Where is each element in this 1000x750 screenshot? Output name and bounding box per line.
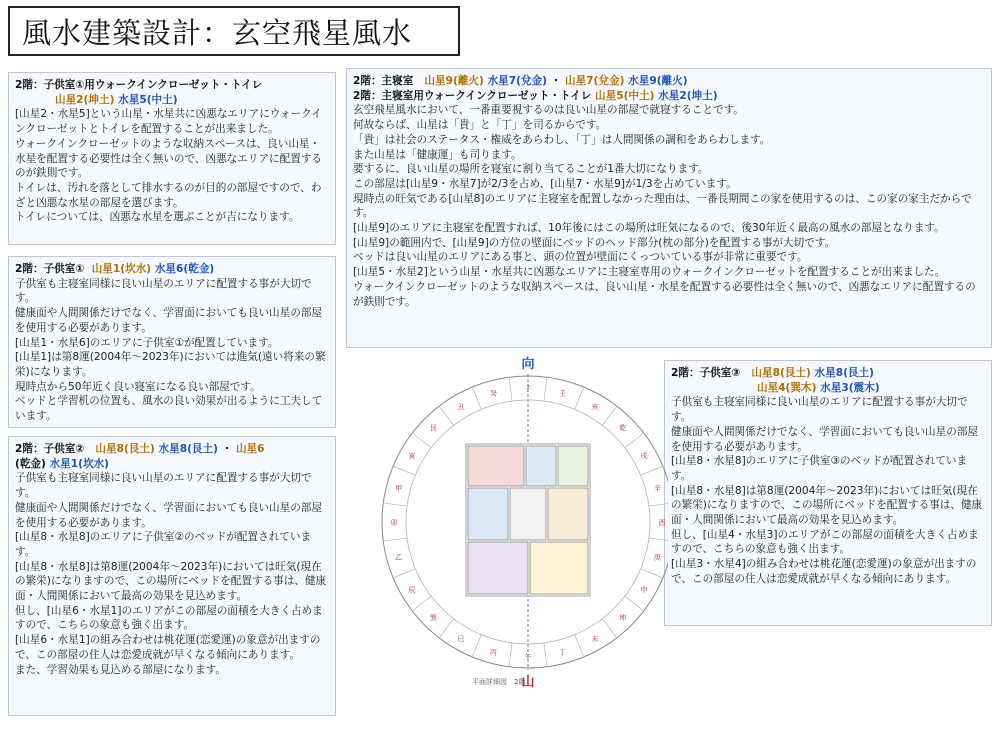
- floor-plan-diagram: [368, 352, 668, 692]
- heading-prefix: 2階：子供室③: [671, 367, 741, 379]
- ring-division: [509, 377, 512, 401]
- mountain-star: 山星9(離火): [424, 75, 484, 87]
- ring-division: [412, 433, 431, 448]
- ring-division: [544, 377, 547, 401]
- paragraph: 健康面や人間関係だけでなく、学習面においても良い山星の部屋を使用する必要があります。: [15, 501, 323, 529]
- paragraph: 子供室も主寝室同様に良い山星のエリアに配置する事が大切です。: [671, 396, 968, 424]
- water-star: 水星7(兌金): [487, 75, 547, 87]
- paragraph: [山星1・水星6]のエリアに子供室①が配置しています。: [15, 336, 279, 349]
- room-child-2: [468, 542, 528, 594]
- mountain-star: 山星6: [235, 443, 265, 455]
- ring-division: [602, 619, 617, 638]
- paragraph: [山星6・水星1]の組み合わせは桃花運(恋愛運)の象意が出ますので、この部屋の住人は恋愛成就が早くなる傾向にあります。: [15, 634, 321, 661]
- paragraph: 要するに、良い山星の場所を寝室に割り当てることが1番大切になります。: [353, 163, 709, 176]
- paragraph: 現時点から50年近く良い寝室になる良い部屋です。: [15, 380, 261, 393]
- panel-heading: [671, 366, 985, 381]
- sitting-label: 山: [521, 675, 535, 690]
- ring-label: 辰: [408, 586, 416, 594]
- ring-label: 酉: [658, 519, 666, 527]
- water-star: 水星5(中土): [118, 93, 178, 106]
- paragraph: 何故ならば、山星は「貴」と「丁」を司るからです。: [353, 119, 607, 132]
- separator: ・: [221, 443, 233, 455]
- panel-heading: [15, 442, 329, 457]
- paragraph: [山星2・水星5]という山星・水星共に凶悪なエリアにウォークインクローゼットとトイレを配置することが出来ました。: [15, 108, 322, 136]
- heading-prefix: 2階：子供室①: [15, 263, 85, 275]
- room-closet: [526, 446, 556, 486]
- plan-caption: 平面詳細図 2階: [472, 678, 526, 686]
- paragraph: 「貴」は社会のステータス・権威をあらわし、「丁」は人間関係の調和をあらわします。: [353, 133, 771, 146]
- water-star: 水星8(艮土): [814, 367, 874, 379]
- panel-body: [15, 277, 329, 424]
- ring-label: 壬: [559, 389, 567, 398]
- ring-division: [412, 596, 431, 611]
- paragraph: 子供室も主寝室同様に良い山星のエリアに配置する事が大切です。: [15, 472, 312, 500]
- ring-division: [641, 569, 663, 578]
- panel-heading: 2階：子供室①用ウォークインクローゼット・トイレ: [15, 79, 263, 91]
- panel-closet-toilet-child1: [8, 72, 336, 245]
- ring-division: [439, 406, 454, 425]
- ring-label: 艮: [429, 424, 437, 433]
- mountain-star: 山星4(巽木): [757, 381, 817, 394]
- room-master-bedroom: [468, 446, 524, 486]
- paragraph: 現時点の旺気である[山星8]のエリアに主寝室を配置しなかった理由は、一番長期間この家を使用するのは、この家の家主だからです。: [353, 192, 972, 220]
- ring-division: [472, 387, 481, 409]
- ring-label: 寅: [408, 452, 416, 460]
- paragraph: ベッドは良い山星のエリアにある事と、頭の位置が壁面にくっついている事が非常に重要です。: [353, 251, 808, 264]
- panel-body: [671, 395, 985, 586]
- ring-division: [649, 538, 668, 541]
- ring-division: [625, 596, 644, 611]
- ring-label: 巽: [429, 613, 437, 622]
- paragraph: [山星8・水星8]は第8運(2004年～2023年)においては旺気(現在の繁栄)になりますので、この場所にベッドを配置する事は、健康面・人間関係において最高の効果を見込めます。: [671, 484, 983, 527]
- ring-label: 亥: [591, 402, 599, 411]
- ring-label: 坤: [619, 613, 627, 622]
- mountain-star: 山星2(坤土): [55, 93, 115, 106]
- paragraph: [山星1]は第8運(2004年～2023年)においては進気(遠い将来の繁栄)になります。: [15, 351, 326, 378]
- panel-master-bedroom: [346, 68, 992, 348]
- ring-division: [383, 503, 407, 506]
- mountain-star: 山星8(艮土): [751, 367, 811, 379]
- ring-division: [641, 466, 663, 475]
- ring-division: [383, 538, 407, 541]
- ring-label: 戌: [640, 452, 648, 460]
- paragraph: 健康面や人間関係だけでなく、学習面においても良い山星の部屋を使用する必要があります。: [15, 307, 323, 334]
- water-star: 水星6(乾金): [154, 263, 215, 275]
- panel-body: [353, 103, 985, 309]
- paragraph: トイレについては、凶悪な水星を選ぶことが吉になります。: [15, 211, 300, 224]
- ring-label: 癸: [489, 389, 497, 398]
- ring-label: 子: [524, 385, 532, 393]
- mountain-star: 山星1(坎水): [91, 263, 152, 275]
- room-stair: [510, 488, 546, 540]
- paragraph: [山星9]のエリアに主寝室を配置すれば、10年後にはこの場所は旺気になるので、後30年近く最高の風水の部屋となります。: [353, 222, 945, 235]
- ring-division: [393, 569, 415, 578]
- room-child-3: [548, 488, 588, 540]
- panel-body: [15, 471, 329, 677]
- paragraph: 子供室も主寝室同様に良い山星のエリアに配置する事が大切です。: [15, 277, 312, 305]
- ring-division: [393, 466, 415, 475]
- panel-heading: [15, 262, 329, 277]
- heading-prefix: 2階：主寝室用ウォークインクローゼット・トイレ: [353, 89, 592, 102]
- panel-heading-2: [353, 89, 985, 104]
- ring-label: 辛: [653, 484, 661, 493]
- panel-heading-2: [15, 457, 329, 472]
- heading-prefix: (乾金): [15, 457, 46, 470]
- paragraph: 玄空飛星風水において、一番重要視するのは良い山星の部屋で就寝することです。: [353, 104, 744, 117]
- paragraph: トイレは、汚れを落として排水するのが目的の部屋ですので、わざと凶悪な水星の部屋を選びます。: [15, 181, 322, 209]
- ring-label: 乙: [395, 553, 403, 562]
- facing-label: 向: [521, 357, 535, 372]
- ring-division: [575, 387, 584, 409]
- title-box: [8, 6, 460, 56]
- ring-label: 庚: [653, 553, 661, 562]
- page-title: 風水建築設計：玄空飛星風水: [22, 15, 413, 50]
- paragraph: 健康面や人間関係だけでなく、学習面においても良い山星の部屋を使用する必要があります。: [671, 425, 979, 453]
- panel-body: [15, 107, 329, 225]
- water-star: 水星1(坎水): [49, 457, 110, 470]
- panel-heading: [353, 74, 985, 89]
- heading-prefix: 2階：主寝室: [353, 75, 414, 87]
- ring-label: 申: [640, 586, 648, 594]
- separator: ・: [550, 75, 562, 87]
- panel-child-room-3: [664, 360, 992, 626]
- paragraph: [山星8・水星8]は第8運(2004年～2023年)においては旺気(現在の繁栄)になりますので、この場所にベッドを配置する事は、健康面・人間関係において最高の効果を見込めます。: [15, 560, 327, 603]
- paragraph: ウォークインクローゼットのような収納スペースは、良い山星・水星を配置する必要性は全く無いので、凶悪なエリアに配置するのが鉄則です。: [15, 137, 323, 180]
- paragraph: [山星9]の範囲内で、[山星9]の方位の壁面にベッドのヘッド部分(枕の部分)を配置する事が大切です。: [353, 236, 836, 249]
- paragraph: [山星5・水星2]という山星・水星共に凶悪なエリアに主寝室専用のウォークインクローゼットを配置することが出来ました。: [353, 266, 946, 279]
- room-child-1: [468, 488, 508, 540]
- paragraph: この部屋は[山星9・水星7]が2/3を占め、[山星7・水星9]が1/3を占めています。: [353, 177, 737, 190]
- mountain-star: 山星8(艮土): [95, 443, 155, 455]
- ring-division: [602, 406, 617, 425]
- paragraph: [山星8・水星8]のエリアに子供室②のベッドが配置されています。: [15, 531, 312, 558]
- panel-child-room-2: [8, 436, 336, 716]
- ring-division: [472, 635, 481, 657]
- paragraph: ベッドと学習机の位置も、風水の良い効果が出るように工夫しています。: [15, 395, 323, 423]
- paragraph: 但し、[山星6・水星1]のエリアがこの部屋の面積を大きく占めますので、こちらの象意も強く出ます。: [15, 604, 323, 632]
- panel-child-room-1: [8, 256, 336, 428]
- panel-heading-2: [671, 381, 985, 396]
- ring-label: 未: [591, 635, 599, 644]
- ring-label: 丁: [559, 648, 567, 657]
- ring-division: [575, 635, 584, 657]
- paragraph: [山星3・水星4]の組み合わせは桃花運(恋愛運)の象意が出ますので、この部屋の住人は恋愛成就が早くなる傾向にあります。: [671, 558, 977, 585]
- water-star: 水星2(坤土): [658, 89, 718, 102]
- ring-division: [544, 643, 547, 667]
- water-star: 水星9(離火): [628, 75, 688, 87]
- star-line: [15, 93, 329, 108]
- room-toilet: [558, 446, 588, 486]
- paragraph: ウォークインクローゼットのような収納スペースは、良い山星・水星を配置する必要性は全く無いので、凶悪なエリアに配置するのが鉄則です。: [353, 280, 976, 308]
- paragraph: また山星は「健康運」も司ります。: [353, 148, 522, 161]
- paragraph: 但し、[山星4・水星3]のエリアがこの部屋の面積を大きく占めますので、こちらの象意も強く出ます。: [671, 528, 979, 556]
- ring-label: 乾: [619, 424, 627, 433]
- room-hall: [530, 542, 588, 594]
- ring-label: 午: [524, 653, 532, 661]
- ring-label: 甲: [395, 484, 403, 493]
- paragraph: [山星8・水星8]のエリアに子供室③のベッドが配置されています。: [671, 455, 968, 482]
- floor-plan: [466, 444, 590, 596]
- ring-division: [649, 503, 668, 506]
- ring-division: [439, 619, 454, 638]
- ring-label: 丑: [457, 402, 465, 411]
- ring-label: 丙: [489, 648, 497, 657]
- mountain-star: 山星5(中土): [595, 89, 655, 102]
- ring-label: 卯: [390, 519, 398, 527]
- mountain-star: 山星7(兌金): [565, 75, 625, 87]
- ring-division: [509, 643, 512, 667]
- ring-label: 巳: [457, 635, 465, 644]
- water-star: 水星8(艮土): [158, 443, 218, 455]
- ring-division: [625, 433, 644, 448]
- heading-prefix: 2階：子供室②: [15, 443, 85, 455]
- paragraph: また、学習効果も見込める部屋になります。: [15, 663, 227, 676]
- water-star: 水星3(震木): [820, 381, 880, 394]
